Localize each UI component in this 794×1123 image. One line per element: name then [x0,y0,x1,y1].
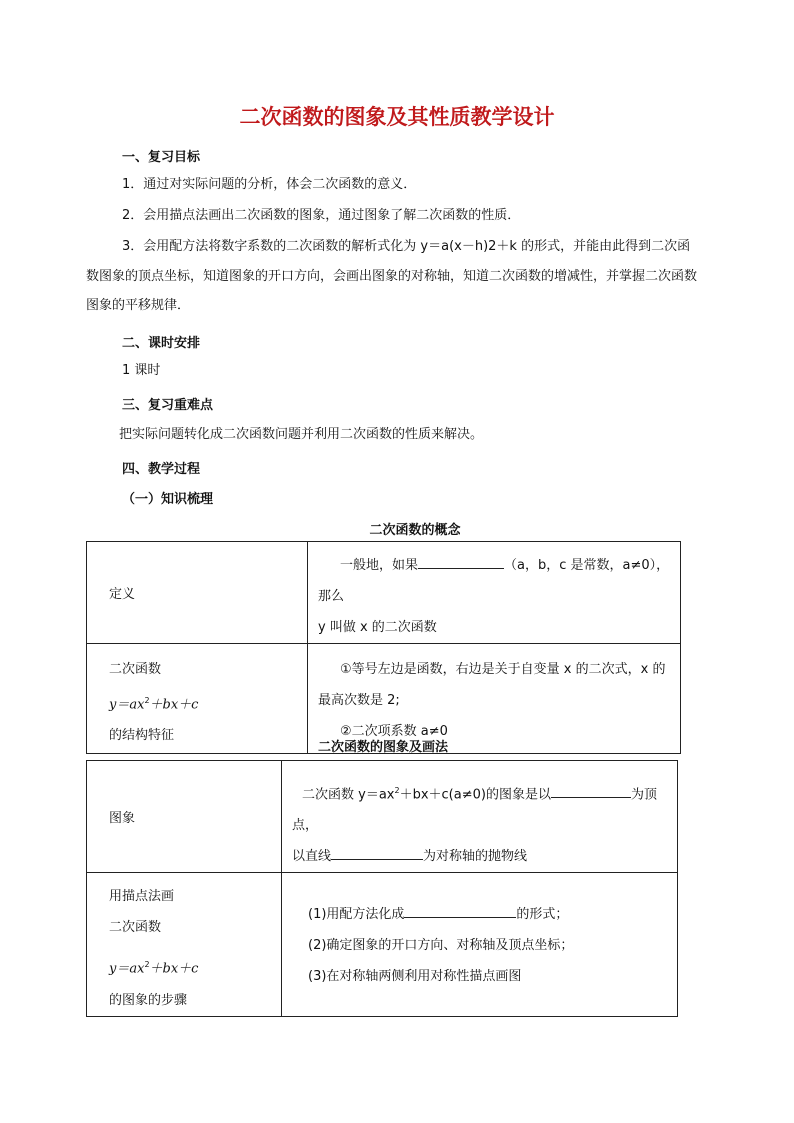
structure-feature-2: ②二次项系数 a≠0 [340,724,448,739]
objective-1: 1．通过对实际问题的分析，体会二次函数的意义． [122,177,417,192]
step-1-b: 的形式； [516,907,569,923]
step-3: (3)在对称轴两侧利用对称性描点画图 [308,969,522,985]
table1-caption: 二次函数的概念 [369,523,461,538]
graph-table [86,760,678,1017]
lesson-count: 1 课时 [122,363,161,378]
table2-row2-label-cell [87,873,282,1016]
graph-text-e: 为对称轴的抛物线 [423,849,528,865]
structure-formula-exp: 2 [144,696,150,705]
subsection-heading: （一）知识梳理 [122,492,214,507]
step-1-a: (1)用配方法化成 [308,907,405,923]
steps-formula-a: y＝ax [109,961,145,977]
table2-row1-content [282,761,678,873]
graph-text-d: 以直线 [292,849,332,865]
table2-row1-label-cell [87,761,282,873]
vertex-blank[interactable] [551,785,631,798]
structure-label-1: 二次函数 [109,662,162,677]
steps-formula-exp: 2 [144,960,150,970]
objective-2: 2．会用描点法画出二次函数的图象，通过图象了解二次函数的性质． [122,208,521,223]
definition-label: 定义 [109,587,136,602]
objective-3: 3．会用配方法将数字系数的二次函数的解析式化为 y＝a(x－h)2＋k 的形式，并能由此得到二次函数图象的顶点坐标，知道图象的开口方向，会画出图象的对称轴，知道二次函数的增减性，并掌握二次函数图象的平移规律． [86,239,698,313]
structure-formula-a: y＝ax [109,697,145,713]
structure-label-3: 的结构特征 [109,728,175,744]
definition-end: y 叫做 x 的二次函数 [318,620,437,635]
section-heading-4: 四、教学过程 [122,462,201,477]
steps-label-4: 的图象的步骤 [109,992,188,1008]
difficulty-text: 把实际问题转化成二次函数问题并利用二次函数的性质来解决。 [119,427,484,442]
table1-row1-label-cell [87,542,308,644]
graph-text-b: ＋bx＋c(a≠0)的图象是以 [399,787,551,803]
structure-feature-1: ①等号左边是函数，右边是关于自变量 x 的二次式，x 的最高次数是 2; [318,662,666,708]
graph-label: 图象 [109,811,136,827]
graph-text-c: 为顶点， [292,787,657,834]
table2-row2-content [282,873,678,1016]
section-heading-3: 三、复习重难点 [122,398,214,413]
page-title: 二次函数的图象及其性质教学设计 [239,104,555,129]
steps-label-1: 用描点法画 [109,889,175,905]
definition-mid: （a，b，c 是常数，a≠0），那么 [318,558,670,604]
section-heading-2: 二、课时安排 [122,336,201,351]
graph-text-exp: 2 [394,786,400,795]
concept-table [86,541,681,754]
vertex-form-blank[interactable] [404,905,516,918]
section-heading-1: 一、复习目标 [122,150,201,165]
axis-blank[interactable] [331,847,423,860]
steps-label-2: 二次函数 [109,920,162,936]
table1-row1-content [308,542,681,644]
step-2: (2)确定图象的开口方向、对称轴及顶点坐标； [308,938,574,954]
definition-prefix: 一般地，如果 [340,558,419,573]
structure-formula-b: ＋bx＋c [149,697,199,713]
definition-blank[interactable] [418,556,504,569]
table2-caption: 二次函数的图象及画法 [317,740,448,755]
graph-text-a: 二次函数 y＝ax [302,787,395,803]
steps-formula-b: ＋bx＋c [149,961,199,977]
